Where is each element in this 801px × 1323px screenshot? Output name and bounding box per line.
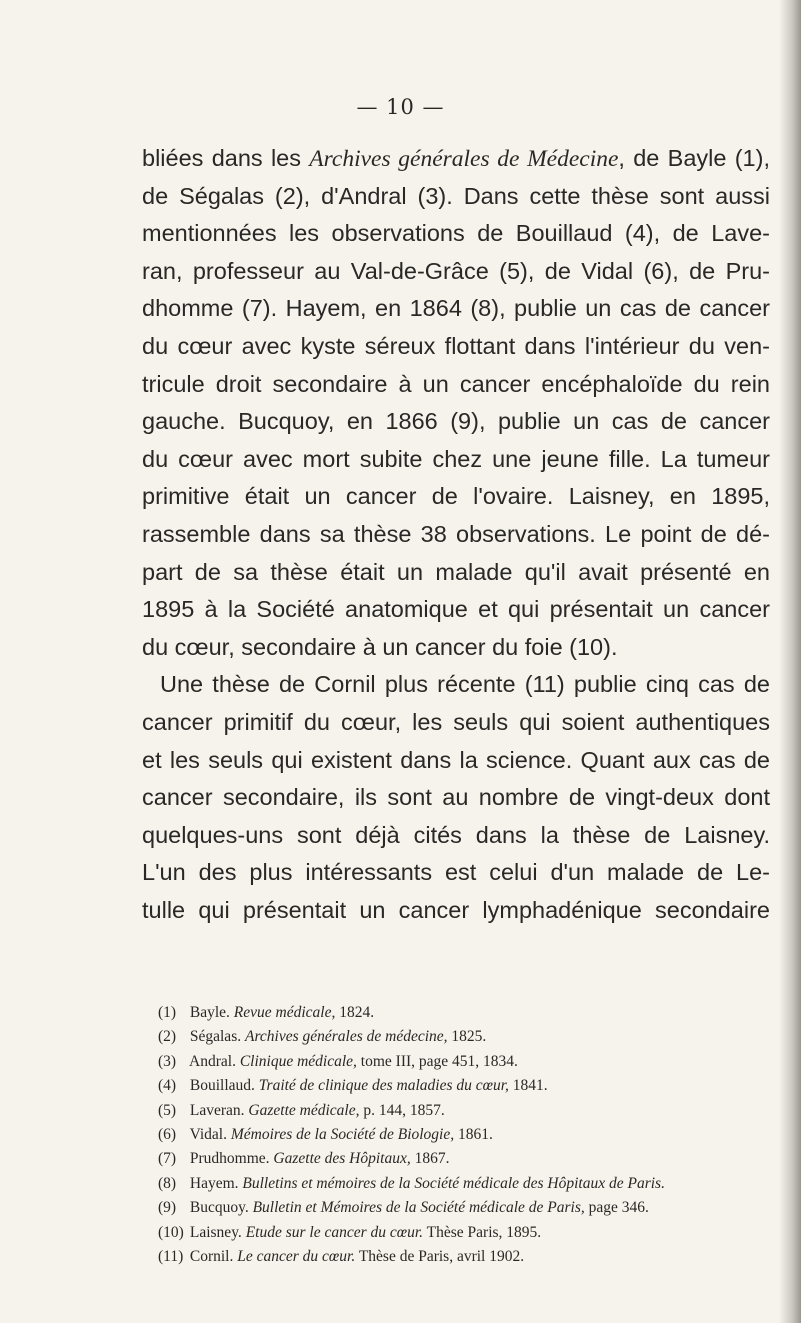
body-line: Une thèse de Cornil plus récente (11) publie cinq cas de [160, 671, 770, 698]
body-line: cancer secondaire, ils sont au nombre de vingt-deux dont [142, 784, 770, 811]
footnote: (2) Ségalas. Archives générales de médecine, 1825. [158, 1028, 487, 1046]
footnote: (1) Bayle. Revue médicale, 1824. [158, 1004, 375, 1021]
footnote: (10) Laisney. Etude sur le cancer du cœur. Thèse Paris, 1895. [158, 1223, 542, 1241]
body-line: ran, professeur au Val-de-Grâce (5), de Vidal (6), de Pru- [142, 257, 770, 284]
body-text [142, 140, 770, 929]
body-line: gauche. Bucquoy, en 1866 (9), publie un cas de cancer [142, 408, 770, 435]
body-line: du cœur avec kyste séreux flottant dans l'intérieur du ven- [142, 332, 770, 359]
body-line: du cœur avec mort subite chez une jeune fille. La tumeur [142, 445, 770, 472]
body-line: cancer primitif du cœur, les seuls qui soient authentiques [142, 708, 770, 735]
footnote: (4) Bouillaud. Traité de clinique des maladies du cœur, 1841. [158, 1077, 548, 1095]
body-line: du cœur, secondaire à un cancer du foie (10). [142, 633, 618, 660]
body-line: primitive était un cancer de l'ovaire. Laisney, en 1895, [142, 483, 770, 510]
footnote: (11) Cornil. Le cancer du cœur. Thèse de Paris, avril 1902. [158, 1247, 525, 1265]
footnote: (3) Andral. Clinique médicale, tome III, page 451, 1834. [158, 1052, 518, 1070]
footnote: (9) Bucquoy. Bulletin et Mémoires de la Société médicale de Paris, page 346. [158, 1199, 649, 1217]
body-line: de Ségalas (2), d'Andral (3). Dans cette thèse sont aussi [142, 182, 770, 209]
body-line: dhomme (7). Hayem, en 1864 (8), publie un cas de cancer [142, 295, 770, 322]
body-line: mentionnées les observations de Bouillaud (4), de Lave- [142, 220, 770, 247]
body-line: tulle qui présentait un cancer lymphadénique secondaire [142, 896, 770, 923]
page-number: — 10 — [356, 95, 445, 119]
body-line: rassemble dans sa thèse 38 observations. Le point de dé- [142, 520, 770, 547]
footnote: (7) Prudhomme. Gazette des Hôpitaux, 1867. [158, 1150, 450, 1168]
footnote: (6) Vidal. Mémoires de la Société de Biologie, 1861. [158, 1125, 493, 1143]
footnote: (5) Laveran. Gazette médicale, p. 144, 1857. [158, 1101, 445, 1119]
body-line: L'un des plus intéressants est celui d'un malade de Le- [142, 859, 770, 886]
body-line: 1895 à la Société anatomique et qui présentait un cancer [142, 596, 770, 623]
body-line: tricule droit secondaire à un cancer encéphaloïde du rein [142, 370, 770, 397]
footnotes [158, 1001, 778, 1269]
body-line: bliées dans les Archives générales de Médecine, de Bayle (1), [142, 145, 770, 172]
body-line: part de sa thèse était un malade qu'il avait présenté en [142, 558, 770, 585]
body-line: quelques-uns sont déjà cités dans la thèse de Laisney. [142, 821, 770, 848]
body-line: et les seuls qui existent dans la science. Quant aux cas de [142, 746, 770, 773]
page-edge-shadow [779, 0, 801, 1323]
footnote: (8) Hayem. Bulletins et mémoires de la Société médicale des Hôpitaux de Paris. [158, 1174, 665, 1192]
